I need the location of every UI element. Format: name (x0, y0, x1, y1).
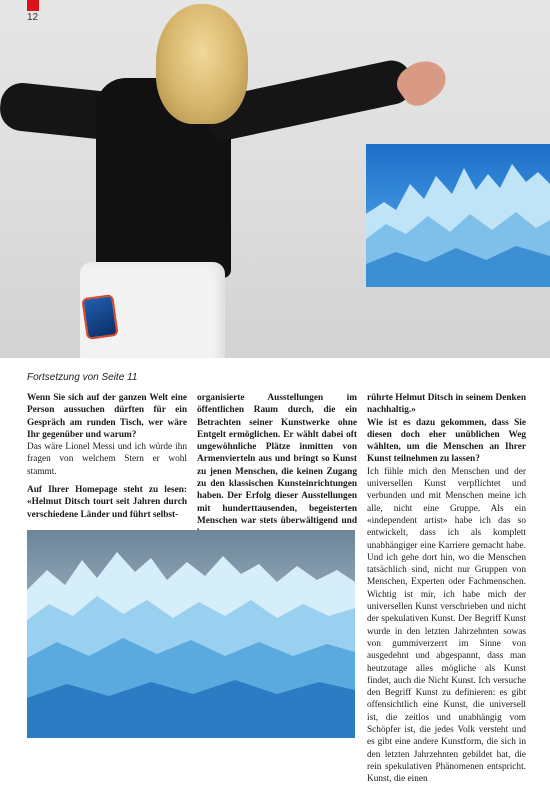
text-column-1 (27, 392, 187, 521)
question-2-continued: organisierte Ausstellungen im öffentlichen Raum durch, die ein Betrachten seiner Kunstwerke ohne Entgelt ermöglichen. Er wählt dabei oft ungewöhnliche Plätze inmitten von Armenvierteln aus und bringt so Kunst zu jenen Menschen, die keinen Zugang zu den klassischen Kunsteinrichtungen haben. Der Erfolg dieser Ausstellungen mit hunderttausenden, begeisterten Menschen war stets überwältigend und (197, 393, 357, 526)
continuation-note: Fortsetzung von Seite 11 (27, 372, 138, 383)
text-column-2 (197, 392, 357, 540)
photo-hair (156, 4, 248, 124)
text-column-3 (367, 392, 526, 786)
photo-sunglasses (81, 294, 119, 340)
question-2: Auf Ihrer Homepage steht zu lesen: «Helmut Ditsch tourt seit Jahren durch verschiedene Länder und führt selbst- (27, 485, 187, 520)
answer-1: Das wäre Lionel Messi und ich würde ihn fragen von welchem Stern er wohl stammt. (27, 442, 187, 477)
page-number: 12 (27, 12, 39, 23)
glacier-photo-small (366, 144, 550, 287)
answer-3: Ich fühle mich den Menschen und der universellen Kunst verpflichtet und verbunden und mit Menschen meine ich alle, nicht eine Gruppe. Als ein «independent artist» habe ich das so entwickelt, dass ich als komplett unabhängiger eine Karriere gemacht habe. Und ich gehe dort hin, wo die Menschen tatsächlich sind, nicht nur Gruppen von Menschen, Experten oder Fachmenschen. Wichtig ist mir, ich habe mich der universellen Kunst verschrieben und nicht der spekulativen Kunst. Der Begriff Kunst wurde in den letzten Jahrzehnten sowas von gummiverzerrt im Sinne von ausgedehnt und abgespannt, dass man heutzutage alles mögliche als Kunst findet, auch die Nicht Kunst. Ich versuche den Begriff Kunst zu definieren: es gibt offensichtlich eine Kunst, die universell ist, die zeitlos und unabhängig vom Schöpfer ist, die jedes Volk versteht und es gibt eine andere Kunstform, die sich in den letzten Jahrzehnten gebildet hat, die rein spekulativen Phänomenen entspricht. Kunst, die einen (367, 466, 526, 785)
question-3: Wie ist es dazu gekommen, dass Sie diesen doch eher unüblichen Weg wählten, um die Menschen an Ihrer Kunst teilnehmen zu lassen? (367, 417, 526, 465)
page-marker (27, 0, 39, 11)
photo-hand (391, 52, 453, 112)
question-2-end: rührte Helmut Ditsch in seinem Denken nachhaltig.» (367, 393, 526, 416)
question-1: Wenn Sie sich auf der ganzen Welt eine Person aussuchen dürften für ein Gespräch am runden Tisch, wer wäre Ihr gegenüber und warum? (27, 393, 187, 440)
glacier-photo-large (27, 530, 355, 738)
